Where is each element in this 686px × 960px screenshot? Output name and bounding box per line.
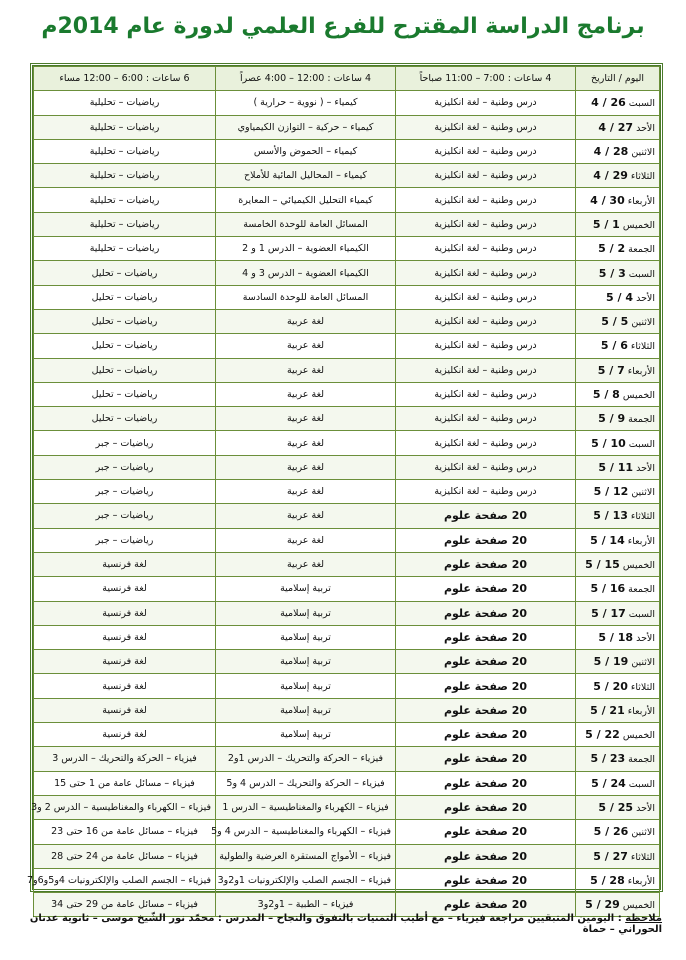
row-date: 7 / 5 (597, 363, 625, 377)
row-afternoon: فيزياء – الجسم الصلب والإلكترونيات 1و2و3 (216, 868, 396, 892)
row-morning: 20 صفحة علوم (396, 747, 576, 771)
row-day: الخميس (622, 219, 655, 231)
row-day-date (576, 601, 660, 625)
row-day: الجمعة (628, 414, 655, 426)
row-afternoon: كيمياء التحليل الكيميائي – المعايرة (216, 188, 396, 212)
row-evening: رياضيات – تحليل (34, 407, 216, 431)
table-row (34, 91, 660, 115)
row-date: 27 / 4 (598, 120, 634, 134)
row-morning: 20 صفحة علوم (396, 552, 576, 576)
schedule-table-body (26, 67, 660, 917)
table-row (34, 674, 660, 698)
row-date: 26 / 4 (591, 96, 626, 110)
row-day: الخميس (622, 900, 655, 912)
row-date: 3 / 5 (598, 266, 626, 280)
note-text: : اليومين المتبقيين مراجعة فيزياء – مع أطيب التمنيات بالتفوق والنجاح – المدرس : محمّد نور الشّيخ موسى – ثانوية عدنان الحوراني – حماة (29, 913, 662, 935)
row-afternoon: لغة عربية (216, 455, 396, 479)
row-date: 1 / 5 (592, 217, 620, 231)
row-day: الأحد (636, 292, 655, 304)
row-evening: رياضيات – تحليلية (34, 164, 216, 188)
table-row (34, 237, 660, 261)
row-day-date (576, 868, 660, 892)
row-evening: لغة فرنسية (34, 723, 216, 747)
row-day: الاثنين (631, 147, 655, 159)
row-date: 21 / 5 (590, 703, 625, 717)
row-afternoon: لغة عربية (216, 358, 396, 382)
table-row (34, 480, 660, 504)
row-day: الأربعاء (627, 875, 655, 887)
row-date: 22 / 5 (585, 728, 620, 742)
row-evening: رياضيات – جبر (34, 431, 216, 455)
row-evening: فيزياء – الجسم الصلب والإلكترونيات 4و5و6و7 (34, 868, 216, 892)
row-afternoon: المسائل العامة للوحدة الخامسة (216, 212, 396, 236)
row-day: السبت (628, 268, 655, 280)
row-day: الأربعاء (627, 705, 655, 717)
header-day: اليوم / التاريخ (576, 67, 660, 91)
row-morning: 20 صفحة علوم (396, 795, 576, 819)
row-day-date (576, 528, 660, 552)
row-morning: درس وطنية – لغة انكليزية (396, 480, 576, 504)
row-day-date (576, 723, 660, 747)
table-row (34, 309, 660, 333)
table-row (34, 261, 660, 285)
row-evening: لغة فرنسية (34, 650, 216, 674)
row-morning: درس وطنية – لغة انكليزية (396, 188, 576, 212)
row-evening: رياضيات – تحليل (34, 358, 216, 382)
row-date: 8 / 5 (592, 388, 620, 401)
row-day-date (576, 407, 660, 431)
row-evening: فيزياء – مسائل عامة من 16 حتى 23 (34, 820, 216, 844)
table-row (34, 164, 660, 188)
row-date: 4 / 5 (606, 290, 634, 304)
row-day: الثلاثاء (630, 511, 655, 523)
row-day-date (576, 844, 660, 868)
row-day-date (576, 455, 660, 479)
row-day: الخميس (622, 390, 655, 401)
table-row (34, 382, 660, 406)
row-date: 9 / 5 (598, 412, 626, 426)
row-date: 28 / 4 (593, 145, 629, 159)
row-date: 19 / 5 (593, 655, 629, 669)
table-row (34, 723, 660, 747)
row-afternoon: لغة عربية (216, 552, 396, 576)
row-morning: درس وطنية – لغة انكليزية (396, 115, 576, 139)
row-afternoon: فيزياء – الكهرباء والمغناطيسية – الدرس 4 و5 (216, 820, 396, 844)
row-evening: لغة فرنسية (34, 601, 216, 625)
row-day-date (576, 650, 660, 674)
page-title: برنامج الدراسة المقترح للفرع العلمي لدورة عام 2014م (41, 14, 645, 39)
row-evening: رياضيات – تحليلية (34, 212, 216, 236)
row-afternoon: تربية إسلامية (216, 723, 396, 747)
table-row (34, 601, 660, 625)
row-date: 16 / 5 (590, 582, 626, 596)
row-morning: درس وطنية – لغة انكليزية (396, 91, 576, 115)
row-morning: درس وطنية – لغة انكليزية (396, 139, 576, 163)
table-row (34, 431, 660, 455)
row-afternoon: تربية إسلامية (216, 601, 396, 625)
table-row (34, 577, 660, 601)
row-day-date (576, 261, 660, 285)
table-row (34, 212, 660, 236)
header-morning: 4 ساعات : 7:00 – 11:00 صباحاً (396, 67, 576, 91)
row-evening: فيزياء – الحركة والتحريك – الدرس 3 (34, 747, 216, 771)
row-morning: درس وطنية – لغة انكليزية (396, 285, 576, 309)
table-row (34, 552, 660, 576)
row-afternoon: تربية إسلامية (216, 698, 396, 722)
row-day-date (576, 139, 660, 163)
row-day: الثلاثاء (630, 341, 655, 353)
row-evening: لغة فرنسية (34, 674, 216, 698)
row-day-date (576, 237, 660, 261)
row-afternoon: تربية إسلامية (216, 625, 396, 649)
table-row (34, 820, 660, 844)
row-evening: رياضيات – تحليلية (34, 115, 216, 139)
row-afternoon: كيمياء – الحموض والأسس (216, 139, 396, 163)
row-afternoon: كيمياء – ( نووية – حرارية ) (216, 91, 396, 115)
row-date: 11 / 5 (598, 460, 634, 474)
row-day: الاثنين (631, 317, 655, 329)
row-day-date (576, 504, 660, 528)
table-row (34, 528, 660, 552)
row-afternoon: فيزياء – الحركة والتحريك – الدرس 4 و5 (216, 771, 396, 795)
table-row (34, 358, 660, 382)
row-morning: درس وطنية – لغة انكليزية (396, 261, 576, 285)
row-day: الخميس (622, 730, 655, 742)
row-afternoon: تربية إسلامية (216, 650, 396, 674)
row-morning: درس وطنية – لغة انكليزية (396, 237, 576, 261)
row-morning: 20 صفحة علوم (396, 577, 576, 601)
row-afternoon: لغة عربية (216, 382, 396, 406)
schedule-table-frame (26, 63, 663, 912)
row-morning: 20 صفحة علوم (396, 820, 576, 844)
row-day: الجمعة (628, 754, 655, 766)
row-morning: 20 صفحة علوم (396, 650, 576, 674)
row-date: 10 / 5 (591, 436, 626, 450)
row-afternoon: كيمياء – حركية – التوازن الكيمياوي (216, 115, 396, 139)
table-row (34, 407, 660, 431)
row-day: الاثنين (631, 657, 655, 669)
row-date: 26 / 5 (593, 825, 629, 839)
row-day: السبت (628, 778, 655, 790)
row-day: الأربعاء (627, 535, 655, 547)
row-day-date (576, 358, 660, 382)
row-date: 23 / 5 (590, 752, 626, 766)
row-evening: لغة فرنسية (34, 577, 216, 601)
row-afternoon: المسائل العامة للوحدة السادسة (216, 285, 396, 309)
row-evening: لغة فرنسية (34, 698, 216, 722)
table-row (34, 747, 660, 771)
row-day-date (576, 382, 660, 406)
row-day-date (576, 431, 660, 455)
row-day: الخميس (622, 560, 655, 572)
row-afternoon: كيمياء – المحاليل المائية للأملاح (216, 164, 396, 188)
row-day-date (576, 91, 660, 115)
row-evening: رياضيات – تحليل (34, 382, 216, 406)
row-afternoon: فيزياء – الأمواج المستقرة العرضية والطولية (216, 844, 396, 868)
row-afternoon: لغة عربية (216, 431, 396, 455)
row-day-date (576, 334, 660, 358)
row-morning: درس وطنية – لغة انكليزية (396, 431, 576, 455)
table-row (34, 285, 660, 309)
row-morning: 20 صفحة علوم (396, 723, 576, 747)
table-row (34, 795, 660, 819)
row-day: الأحد (636, 632, 655, 644)
row-date: 28 / 5 (590, 873, 625, 887)
row-day-date (576, 625, 660, 649)
row-afternoon: لغة عربية (216, 407, 396, 431)
row-day: الثلاثاء (630, 681, 655, 693)
row-date: 13 / 5 (593, 509, 628, 523)
row-morning: درس وطنية – لغة انكليزية (396, 382, 576, 406)
row-day-date (576, 674, 660, 698)
table-row (34, 698, 660, 722)
table-row (34, 334, 660, 358)
schedule-table (26, 66, 660, 917)
row-evening: فيزياء – مسائل عامة من 24 حتى 28 (34, 844, 216, 868)
row-evening: لغة فرنسية (34, 552, 216, 576)
table-row (34, 844, 660, 868)
row-evening: فيزياء – مسائل عامة من 1 حتى 15 (34, 771, 216, 795)
row-evening: رياضيات – تحليلية (34, 237, 216, 261)
row-day-date (576, 552, 660, 576)
row-afternoon: فيزياء – الحركة والتحريك – الدرس 1و2 (216, 747, 396, 771)
row-date: 24 / 5 (591, 776, 626, 790)
table-row (34, 139, 660, 163)
row-evening: فيزياء – مسائل عامة من 29 حتى 34 (34, 893, 216, 917)
row-day: السبت (628, 438, 655, 450)
row-date: 30 / 4 (590, 193, 625, 207)
row-evening: لغة فرنسية (34, 625, 216, 649)
row-afternoon: لغة عربية (216, 504, 396, 528)
row-evening: رياضيات – تحليل (34, 309, 216, 333)
row-date: 20 / 5 (593, 679, 628, 693)
row-morning: 20 صفحة علوم (396, 625, 576, 649)
row-afternoon: تربية إسلامية (216, 674, 396, 698)
row-day-date (576, 747, 660, 771)
row-evening: رياضيات – تحليل (34, 285, 216, 309)
row-morning: درس وطنية – لغة انكليزية (396, 309, 576, 333)
row-afternoon: فيزياء – الطبية – 1و2و3 (216, 893, 396, 917)
row-evening: رياضيات – تحليلية (34, 188, 216, 212)
table-row (34, 115, 660, 139)
row-evening: رياضيات – جبر (34, 455, 216, 479)
row-evening: رياضيات – جبر (34, 528, 216, 552)
row-day-date (576, 771, 660, 795)
row-morning: 20 صفحة علوم (396, 698, 576, 722)
row-day: الثلاثاء (630, 171, 655, 183)
row-afternoon: الكيمياء العضوية – الدرس 3 و 4 (216, 261, 396, 285)
row-day: السبت (628, 608, 655, 620)
row-day: الأحد (636, 803, 655, 815)
row-evening: رياضيات – تحليل (34, 261, 216, 285)
row-day-date (576, 480, 660, 504)
table-row (34, 188, 660, 212)
row-evening: رياضيات – تحليلية (34, 91, 216, 115)
row-morning: درس وطنية – لغة انكليزية (396, 358, 576, 382)
row-date: 6 / 5 (600, 339, 628, 353)
row-day-date (576, 577, 660, 601)
footer-note (0, 913, 662, 935)
table-header-row (34, 67, 660, 91)
row-evening: رياضيات – جبر (34, 480, 216, 504)
table-row (34, 504, 660, 528)
row-date: 5 / 5 (601, 315, 629, 329)
row-afternoon: فيزياء – الكهرباء والمغناطيسية – الدرس 1 (216, 795, 396, 819)
row-afternoon: لغة عربية (216, 309, 396, 333)
table-row (34, 868, 660, 892)
row-date: 2 / 5 (598, 242, 626, 256)
row-morning: درس وطنية – لغة انكليزية (396, 164, 576, 188)
row-morning: 20 صفحة علوم (396, 601, 576, 625)
row-evening: فيزياء – الكهرباء والمغناطيسية – الدرس 2 و3 (34, 795, 216, 819)
row-day-date (576, 164, 660, 188)
row-day: الاثنين (631, 827, 655, 839)
row-day-date (576, 698, 660, 722)
header-afternoon: 4 ساعات : 12:00 – 4:00 عصراً (216, 67, 396, 91)
row-morning: درس وطنية – لغة انكليزية (396, 334, 576, 358)
row-morning: درس وطنية – لغة انكليزية (396, 455, 576, 479)
row-day-date (576, 188, 660, 212)
row-afternoon: الكيمياء العضوية – الدرس 1 و 2 (216, 237, 396, 261)
row-afternoon: لغة عربية (216, 528, 396, 552)
row-day: الاثنين (631, 487, 655, 499)
row-day-date (576, 795, 660, 819)
row-day: السبت (628, 98, 655, 110)
note-label: ملاحظة (625, 913, 662, 924)
row-morning: 20 صفحة علوم (396, 528, 576, 552)
table-row (34, 771, 660, 795)
row-day: الأحد (636, 462, 655, 474)
row-day: الثلاثاء (630, 851, 655, 863)
row-date: 15 / 5 (585, 558, 620, 572)
row-date: 27 / 5 (593, 849, 628, 863)
row-date: 17 / 5 (591, 606, 626, 620)
row-date: 29 / 5 (585, 898, 620, 912)
row-date: 12 / 5 (593, 485, 629, 499)
row-day: الجمعة (628, 244, 655, 256)
row-afternoon: لغة عربية (216, 334, 396, 358)
row-day: الأحد (636, 122, 655, 134)
row-evening: رياضيات – تحليلية (34, 139, 216, 163)
table-row (34, 455, 660, 479)
row-morning: 20 صفحة علوم (396, 504, 576, 528)
row-date: 29 / 4 (593, 169, 628, 183)
row-day: الجمعة (628, 584, 655, 596)
table-row (34, 650, 660, 674)
row-evening: رياضيات – جبر (34, 504, 216, 528)
table-row (34, 625, 660, 649)
row-morning: درس وطنية – لغة انكليزية (396, 212, 576, 236)
row-morning: 20 صفحة علوم (396, 771, 576, 795)
row-date: 25 / 5 (598, 801, 634, 815)
row-morning: درس وطنية – لغة انكليزية (396, 407, 576, 431)
row-morning: 20 صفحة علوم (396, 868, 576, 892)
row-day-date (576, 212, 660, 236)
row-afternoon: تربية إسلامية (216, 577, 396, 601)
row-evening: رياضيات – تحليل (34, 334, 216, 358)
row-morning: 20 صفحة علوم (396, 893, 576, 917)
row-day-date (576, 285, 660, 309)
row-afternoon: لغة عربية (216, 480, 396, 504)
row-day: الأربعاء (627, 365, 655, 377)
row-date: 14 / 5 (590, 533, 625, 547)
row-day: الأربعاء (627, 195, 655, 207)
row-date: 18 / 5 (598, 630, 634, 644)
row-day-date (576, 115, 660, 139)
header-evening: 6 ساعات : 6:00 – 12:00 مساء (34, 67, 216, 91)
row-day-date (576, 309, 660, 333)
row-day-date (576, 820, 660, 844)
row-morning: 20 صفحة علوم (396, 844, 576, 868)
row-morning: 20 صفحة علوم (396, 674, 576, 698)
